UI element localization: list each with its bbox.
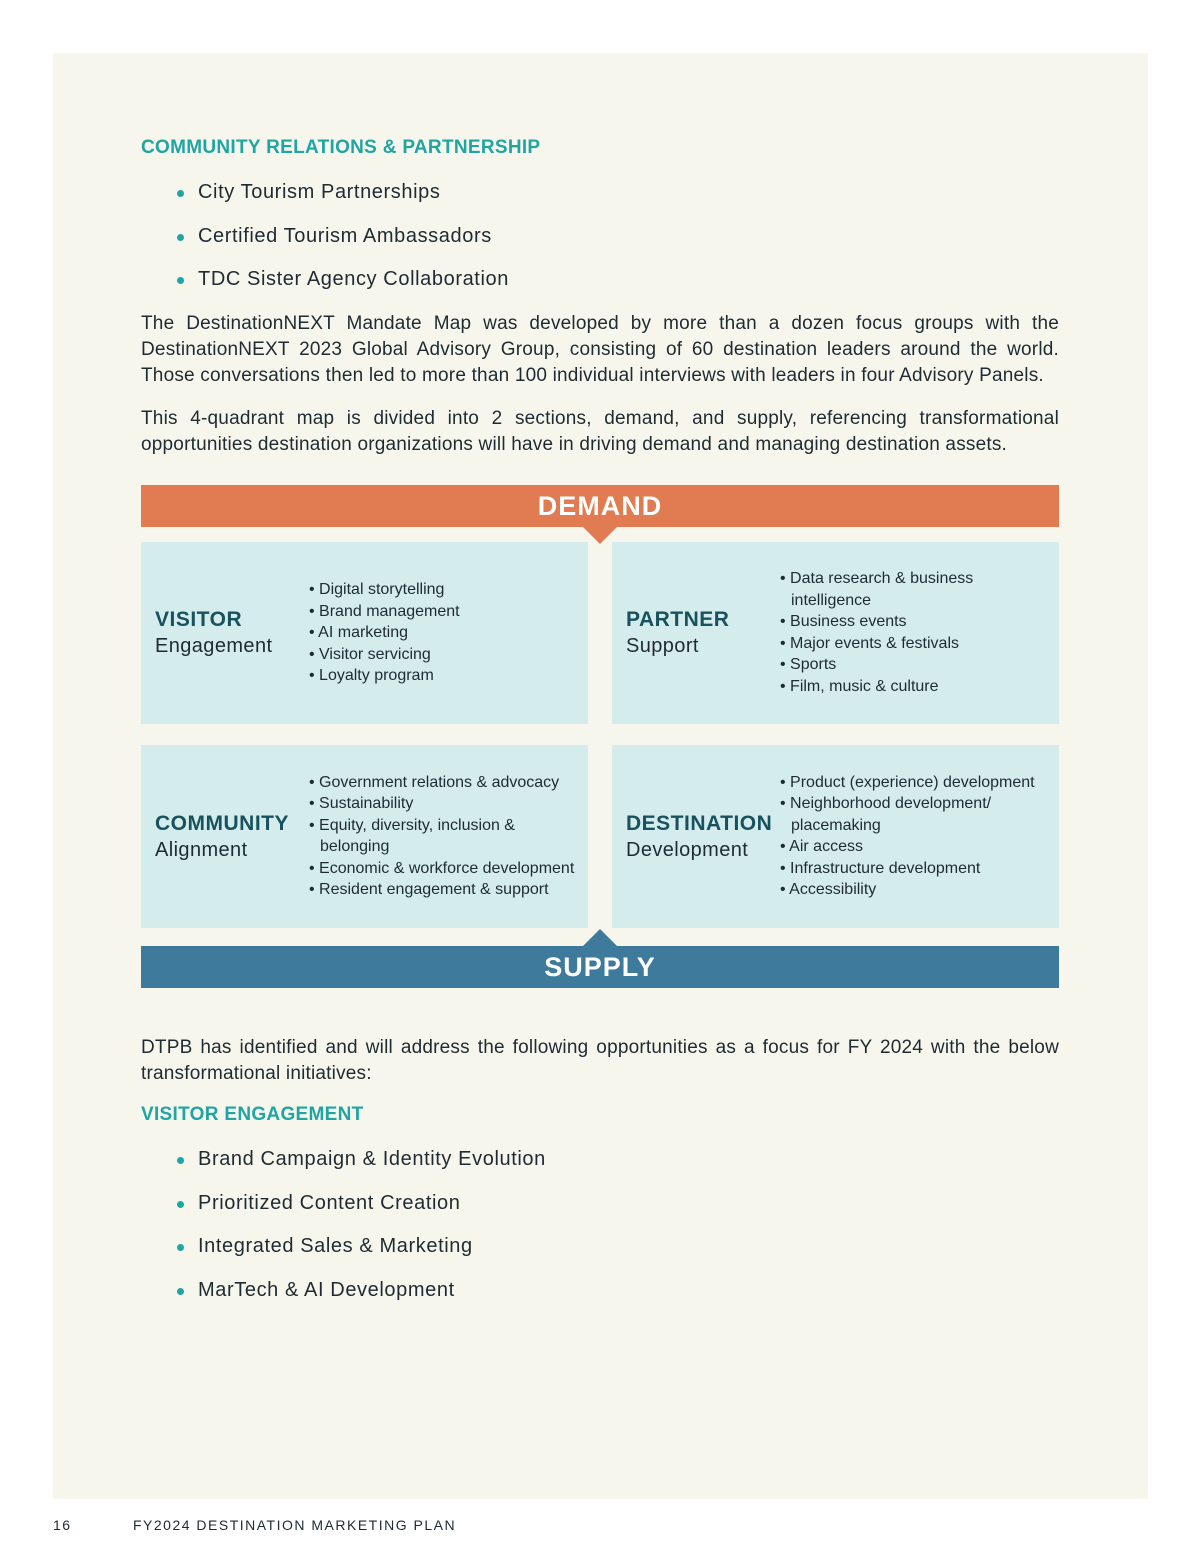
list-item: • Sustainability: [309, 795, 414, 813]
list-item: • Resident engagement & support: [309, 881, 549, 899]
visitor-quadrant: [141, 542, 588, 724]
quadrant-map-paragraph: This 4-quadrant map is divided into 2 sections, demand, and supply, referencing transformational opportunities destination organizations will have in driving demand and managing destination assets.: [141, 408, 1059, 455]
quadrant-item-list: [780, 568, 1042, 698]
bullet-icon: [177, 1201, 184, 1208]
list-item: • Government relations & advocacy: [309, 773, 560, 791]
list-item: Certified Tourism Ambassadors: [175, 225, 509, 269]
supply-band: SUPPLY: [141, 946, 1059, 988]
list-item: MarTech & AI Development: [175, 1279, 546, 1323]
quadrant-subtitle: Support: [626, 635, 699, 657]
list-item: • Major events & festivals: [780, 635, 959, 652]
bullet-icon: [177, 1157, 184, 1164]
list-item: • Neighborhood development/ placemaking: [780, 795, 992, 834]
quadrant-item-list: [309, 772, 579, 902]
list-item: • Infrastructure development: [780, 860, 981, 878]
list-item: • Visitor servicing: [309, 645, 431, 663]
list-item: • Accessibility: [780, 881, 877, 899]
quadrant-subtitle: Alignment: [155, 838, 248, 861]
quadrant-title: VISITOR: [155, 608, 243, 631]
destination-quadrant: [612, 745, 1059, 928]
community-bullet-list: [175, 181, 509, 312]
demand-band: DEMAND: [141, 485, 1059, 527]
community-quadrant: [141, 745, 588, 928]
quadrant-title: DESTINATION: [626, 811, 773, 835]
list-item: • Film, music & culture: [780, 678, 939, 696]
list-item: • Economic & workforce development: [309, 860, 575, 878]
list-item: • Product (experience) development: [780, 773, 1035, 791]
dtpb-paragraph: DTPB has identified and will address the following opportunities as a focus for FY 2024 with the below transformational initiatives:: [141, 1037, 1059, 1084]
footer-title: FY2024 DESTINATION MARKETING PLAN: [133, 1517, 457, 1533]
list-item: Brand Campaign & Identity Evolution: [175, 1148, 546, 1192]
community-relations-heading: COMMUNITY RELATIONS & PARTNERSHIP: [141, 137, 541, 158]
list-item: City Tourism Partnerships: [175, 181, 509, 225]
list-item: • Data research & business intelligence: [780, 570, 974, 609]
quadrant-label: [626, 606, 729, 660]
list-item: • Air access: [780, 838, 863, 856]
list-item: TDC Sister Agency Collaboration: [175, 268, 509, 312]
bullet-icon: [177, 234, 184, 241]
partner-quadrant: [612, 542, 1059, 724]
list-item: • Business events: [780, 613, 907, 631]
list-item: Integrated Sales & Marketing: [175, 1235, 546, 1279]
quadrant-label: [155, 606, 272, 660]
bullet-icon: [177, 190, 184, 197]
quadrant-item-list: [780, 772, 1042, 902]
list-item: • Brand management: [309, 602, 460, 620]
quadrant-title: COMMUNITY: [155, 811, 289, 835]
bullet-icon: [177, 277, 184, 284]
list-item: • Sports: [780, 656, 837, 674]
quadrant-subtitle: Development: [626, 838, 749, 861]
quadrant-label: [626, 810, 772, 864]
quadrant-item-list: [309, 579, 579, 687]
page-number: 16: [53, 1517, 72, 1533]
quadrant-label: [155, 810, 289, 864]
quadrant-title: PARTNER: [626, 608, 730, 631]
visitor-engagement-bullet-list: [175, 1148, 546, 1323]
list-item: • Equity, diversity, inclusion & belonging: [309, 816, 515, 856]
supply-arrow-icon: [582, 929, 618, 947]
bullet-icon: [177, 1244, 184, 1251]
bullet-icon: [177, 1288, 184, 1295]
list-item: • Loyalty program: [309, 667, 434, 685]
list-item: • Digital storytelling: [309, 581, 445, 599]
list-item: • AI marketing: [309, 624, 408, 642]
mandate-map-paragraph: The DestinationNEXT Mandate Map was developed by more than a dozen focus groups with the DestinationNEXT 2023 Global Advisory Group, consisting of 60 destination leaders around the world. Those conversations then led to more than 100 individual interviews with leaders in four Advisory Panels.: [141, 313, 1059, 386]
visitor-engagement-heading: VISITOR ENGAGEMENT: [141, 1104, 364, 1125]
quadrant-subtitle: Engagement: [155, 635, 273, 657]
list-item: Prioritized Content Creation: [175, 1192, 546, 1236]
